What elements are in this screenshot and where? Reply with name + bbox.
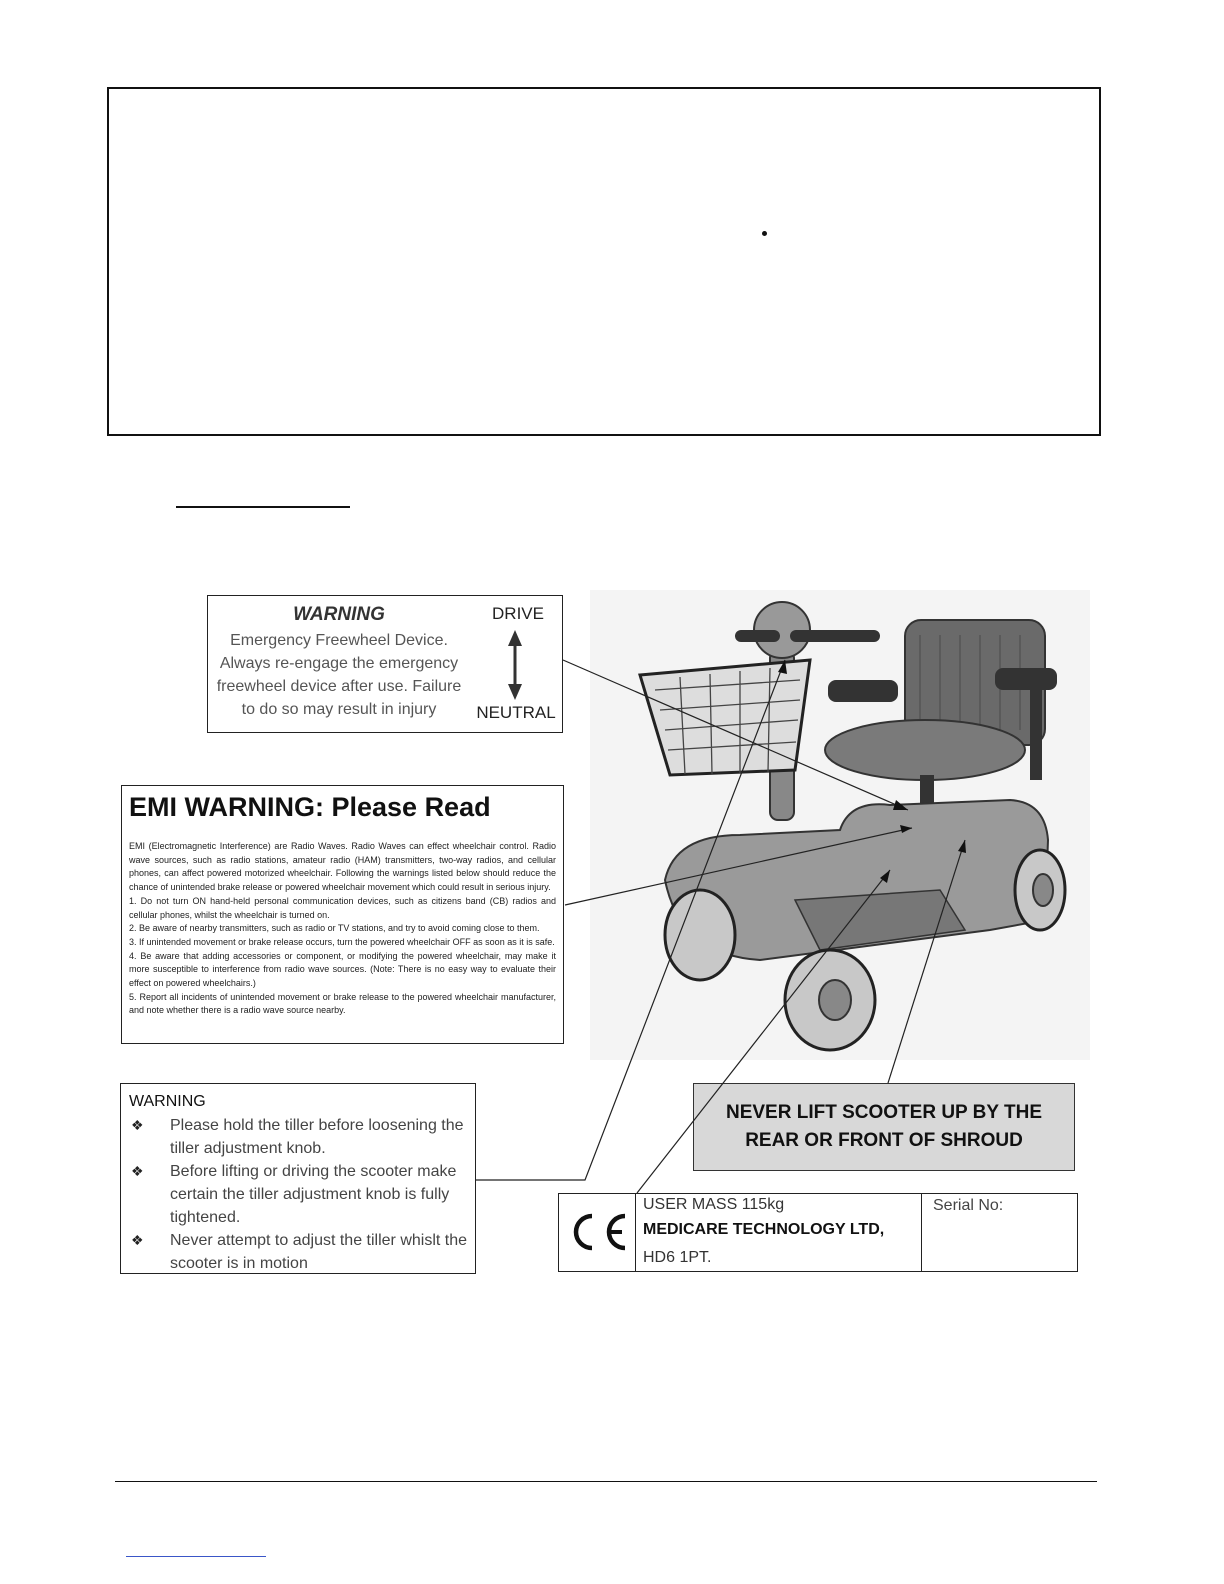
ce-rating-plate	[558, 1193, 1078, 1272]
footer-link-underline[interactable]	[126, 1556, 266, 1557]
never-lift-text	[694, 1099, 1074, 1155]
never-lift-line: REAR OR FRONT OF SHROUD	[745, 1130, 1023, 1151]
emi-item: 5. Report all incidents of unintended movement or brake release to the powered wheelchair manufacturer, and note whether there is a radio wave source nearby.	[129, 991, 556, 1016]
serial-label: Serial No:	[933, 1197, 1004, 1214]
list-item	[129, 1160, 473, 1229]
footer-rule	[115, 1481, 1097, 1482]
emi-intro: EMI (Electromagnetic Interference) are Radio Waves. Radio Waves can effect wheelchair control. Radio wave sources, such as radio stations, amateur radio (HAM) transmitters, two-way radios, and cellular phones, can affect powered motorized wheelchair. Following the warnings listed below should reduce the chance of unintended brake release or powered wheelchair movement which could result in serious injury.	[129, 841, 556, 893]
serial-cell	[922, 1194, 1076, 1271]
tiller-warning-title: WARNING	[129, 1093, 206, 1110]
tiller-item-text: Before lifting or driving the scooter make certain the tiller adjustment knob is fully tightened.	[170, 1163, 457, 1226]
emi-item: 4. Be aware that adding accessories or component, or modifying the powered wheelchair, may make it more susceptible to interference from radio wave sources. (Note: There is no easy way to evaluate their effect on powered wheelchairs.)	[129, 950, 556, 989]
emi-item: 3. If unintended movement or brake release occurs, turn the powered wheelchair OFF as soon as it is safe.	[129, 936, 555, 947]
emi-item: 1. Do not turn ON hand-held personal communication devices, such as citizens band (CB) radios and cellular phones, whilst the wheelchair is turned on.	[129, 895, 556, 920]
freewheel-line: Always re-engage the emergency	[219, 655, 459, 672]
emi-warning-title: EMI WARNING: Please Read	[129, 792, 491, 822]
diamond-bullet-icon: ❖	[131, 1163, 144, 1179]
tiller-item-text: Never attempt to adjust the tiller whislt the scooter is in motion	[170, 1232, 468, 1272]
list-item	[129, 1114, 473, 1160]
ce-details-cell	[636, 1194, 922, 1271]
tiller-warning-list	[129, 1114, 473, 1275]
mobility-scooter-photo	[590, 590, 1090, 1060]
tiller-item-text: Please hold the tiller before loosening the tiller adjustment knob.	[170, 1117, 464, 1157]
section-heading-underline	[176, 506, 350, 508]
freewheel-line: to do so may result in injury	[241, 701, 437, 718]
drive-label: DRIVE	[492, 604, 544, 623]
ce-mark-icon	[559, 1194, 634, 1270]
freewheel-line: Emergency Freewheel Device.	[230, 632, 448, 649]
neutral-label: NEUTRAL	[476, 703, 556, 722]
emi-item: 2. Be aware of nearby transmitters, such as radio or TV stations, and try to avoid coming close to them.	[129, 923, 540, 934]
user-mass-text: USER MASS 115kg	[643, 1196, 785, 1213]
company-name: MEDICARE TECHNOLOGY LTD,	[643, 1221, 885, 1238]
freewheel-line: freewheel device after use. Failure	[216, 678, 462, 695]
double-arrow-icon	[504, 630, 526, 700]
diamond-bullet-icon: ❖	[131, 1117, 144, 1133]
never-lift-line: NEVER LIFT SCOOTER UP BY THE	[725, 1102, 1042, 1123]
postcode-text: HD6 1PT.	[643, 1249, 712, 1266]
freewheel-warning-title: WARNING	[293, 604, 385, 625]
blank-frame	[107, 87, 1101, 436]
ce-mark-cell	[559, 1194, 636, 1271]
stray-dot	[762, 231, 767, 236]
freewheel-warning-label	[207, 595, 563, 733]
tiller-warning-label	[120, 1083, 476, 1274]
freewheel-warning-text	[208, 629, 470, 721]
emi-warning-body	[129, 840, 556, 1018]
list-item	[129, 1229, 473, 1275]
never-lift-label	[693, 1083, 1075, 1171]
diamond-bullet-icon: ❖	[131, 1232, 144, 1248]
emi-warning-label	[121, 785, 564, 1044]
